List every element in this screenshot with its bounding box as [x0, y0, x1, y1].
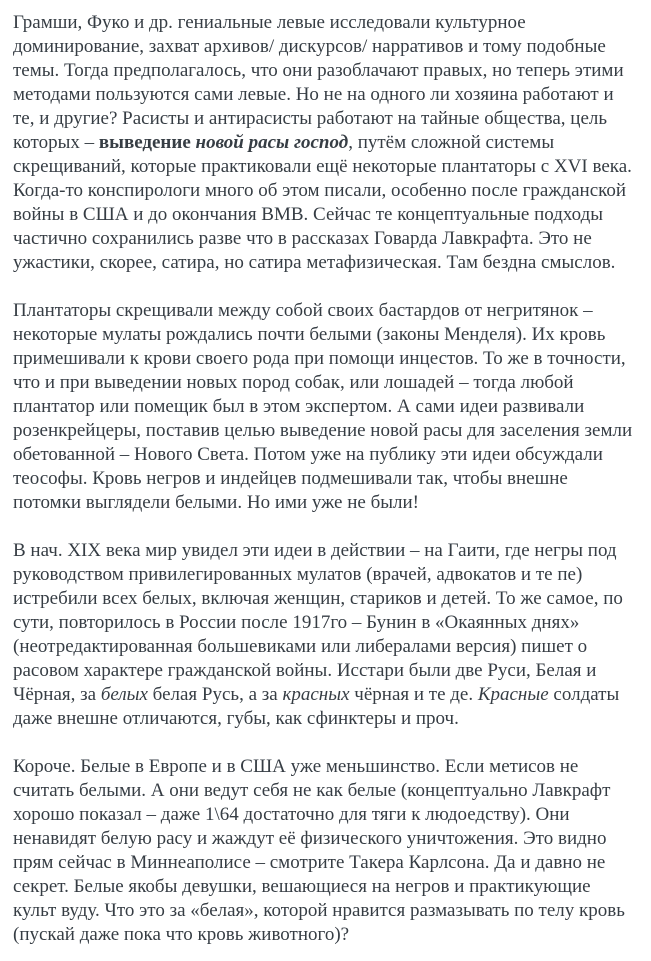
text-run-italic: белых — [100, 684, 148, 705]
text-run-normal: белая Русь, а за — [147, 684, 283, 705]
text-run-normal: В нач. XIX века мир увидел эти идеи в действии – на Гаити, где негры под руководством привилегированных мулатов (врачей, адвокатов и те пе) истребили всех белых, включая женщин, стариков и детей. То же самое, по сути, повторилось в России после 1917го – Бунин в «Окаянных днях» (неотредактированная большевиками или либералами версия) пишет о расовом характере гражданской войны. Исстари были две Руси, Белая и Чёрная, за — [13, 540, 623, 705]
text-run-normal: Плантаторы скрещивали между собой своих бастардов от негритянок – некоторые мулаты рождались почти белыми (законы Менделя). Их кровь примешивали к крови своего рода при помощи инцестов. То же в точности, что и при выведении новых пород собак, или лошадей – тогда любой плантатор или помещик был в этом экспертом. А сами идеи развивали розенкрейцеры, поставив целью выведение новой расы для заселения земли обетованной – Нового Света. Потом уже на публику эти идеи обсуждали теософы. Кровь негров и индейцев подмешивали так, чтобы внешне потомки выглядели белыми. Но ими уже не были! — [13, 300, 633, 513]
text-run-normal: Короче. Белые в Европе и в США уже меньшинство. Если метисов не считать белыми. А они ведут себя не как белые (концептуально Лавкрафт хорошо показал – даже 1\64 достаточно для тяги к людоедству). Они ненавидят белую расу и жаждут её физического уничтожения. Это видно прям сейчас в Миннеаполисе – смотрите Такера Карлсона. Да и давно не секрет. Белые якобы девушки, вешающиеся на негров и практикующие культ вуду. Что это за «белая», которой нравится размазывать по телу кровь (пускай даже пока что кровь животного)? — [13, 756, 625, 945]
text-run-italic: красных — [282, 684, 350, 705]
paragraph-4 — [13, 755, 633, 947]
text-run-normal: Грамши, Фуко и др. гениальные левые исследовали культурное доминирование, захват архивов/ дискурсов/ нарративов и тому подобные темы. Тогда предполагалось, что они разоблачают правых, но теперь этими методами пользуются сами левые. Но не на одного ли хозяина работают и те, и другие? Расисты и антирасисты работают на тайные общества, цель которых – — [13, 12, 624, 153]
text-run-normal: чёрная и те де. — [349, 684, 478, 705]
text-run-bold-italic: новой расы господ — [195, 132, 349, 153]
paragraph-2 — [13, 299, 633, 515]
text-run-normal: , путём сложной системы скрещиваний, которые практиковали ещё некоторые плантаторы с XVI века. Когда-то конспирологи много об этом писали, особенно после гражданской войны в США и до окончания ВМВ. Сейчас те концептуальные подходы частично сохранились разве что в рассказах Говарда Лавкрафта. Это не ужастики, скорее, сатира, но сатира метафизическая. Там бездна смыслов. — [13, 132, 632, 273]
paragraph-1 — [13, 11, 633, 275]
text-run-normal: солдаты даже внешне отличаются, губы, как сфинктеры и проч. — [13, 684, 620, 729]
text-run-bold: выведение — [98, 132, 196, 153]
text-run-italic: Красные — [477, 684, 549, 705]
paragraph-3 — [13, 539, 633, 731]
